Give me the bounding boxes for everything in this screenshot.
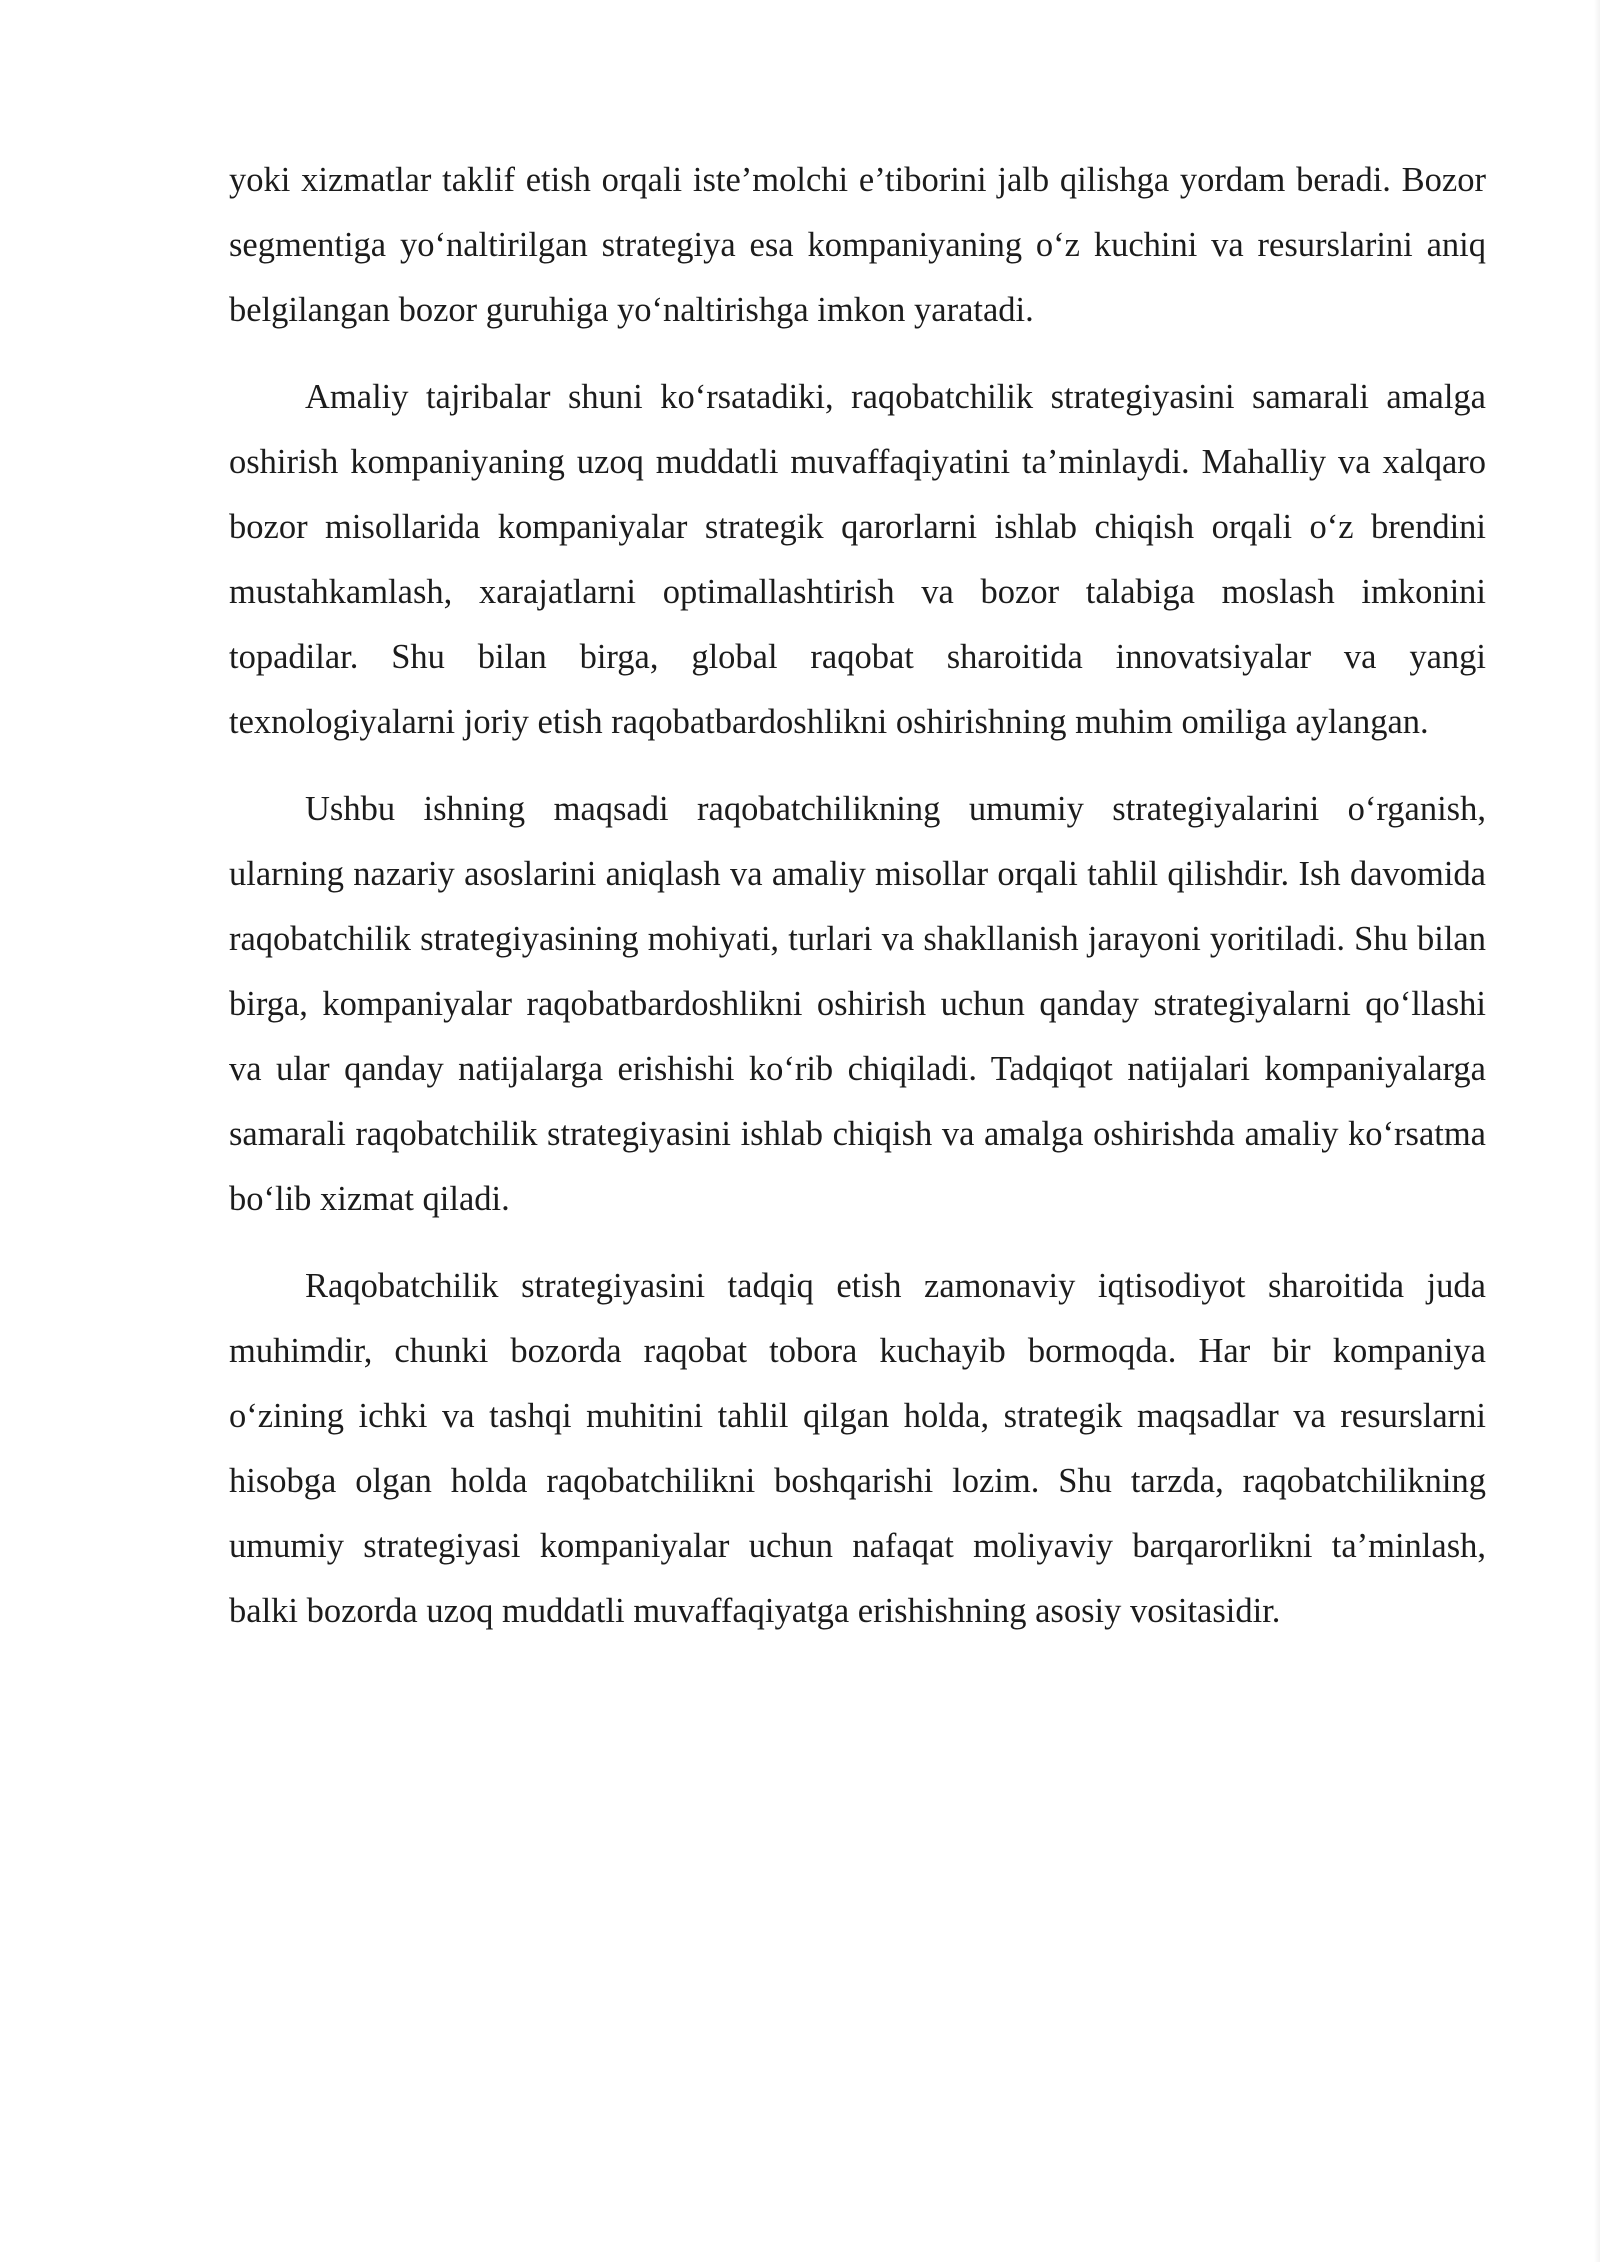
paragraph-continued: yoki xizmatlar taklif etish orqali iste’molchi e’tiborini jalb qilishga yordam beradi. Bozor segmentiga yo‘naltirilgan strategiya esa kompaniyaning o‘z kuchini va resurslarini aniq belgilangan bozor guruhiga yo‘naltirishga imkon yaratadi. [229, 161, 1486, 329]
paragraph-purpose: Ushbu ishning maqsadi raqobatchilikning umumiy strategiyalarini o‘rganish, ularning nazariy asoslarini aniqlash va amaliy misollar orqali tahlil qilishdir. Ish davomida raqobatchilik strategiyasining mohiyati, turlari va shakllanish jarayoni yoritiladi. Shu bilan birga, kompaniyalar raqobatbardoshlikni oshirish uchun qanday strategiyalarni qo‘llashi va ular qanday natijalarga erishishi ko‘rib chiqiladi. Tadqiqot natijalari kompaniyalarga samarali raqobatchilik strategiyasini ishlab chiqish va amalga oshirishda amaliy ko‘rsatma bo‘lib xizmat qiladi. [229, 790, 1486, 1218]
page-edge-shadow [1594, 0, 1600, 2262]
document-body [229, 148, 1486, 1666]
paragraph-practical-experience: Amaliy tajribalar shuni ko‘rsatadiki, raqobatchilik strategiyasini samarali amalga oshirish kompaniyaning uzoq muddatli muvaffaqiyatini ta’minlaydi. Mahalliy va xalqaro bozor misollarida kompaniyalar strategik qarorlarni ishlab chiqish orqali o‘z brendini mustahkamlash, xarajatlarni optimallashtirish va bozor talabiga moslash imkonini topadilar. Shu bilan birga, global raqobat sharoitida innovatsiyalar va yangi texnologiyalarni joriy etish raqobatbardoshlikni oshirishning muhim omiliga aylangan. [229, 378, 1486, 741]
paragraph-importance: Raqobatchilik strategiyasini tadqiq etish zamonaviy iqtisodiyot sharoitida juda muhimdir, chunki bozorda raqobat tobora kuchayib bormoqda. Har bir kompaniya o‘zining ichki va tashqi muhitini tahlil qilgan holda, strategik maqsadlar va resurslarni hisobga olgan holda raqobatchilikni boshqarishi lozim. Shu tarzda, raqobatchilikning umumiy strategiyasi kompaniyalar uchun nafaqat moliyaviy barqarorlikni ta’minlash, balki bozorda uzoq muddatli muvaffaqiyatga erishishning asosiy vositasidir. [229, 1267, 1486, 1630]
